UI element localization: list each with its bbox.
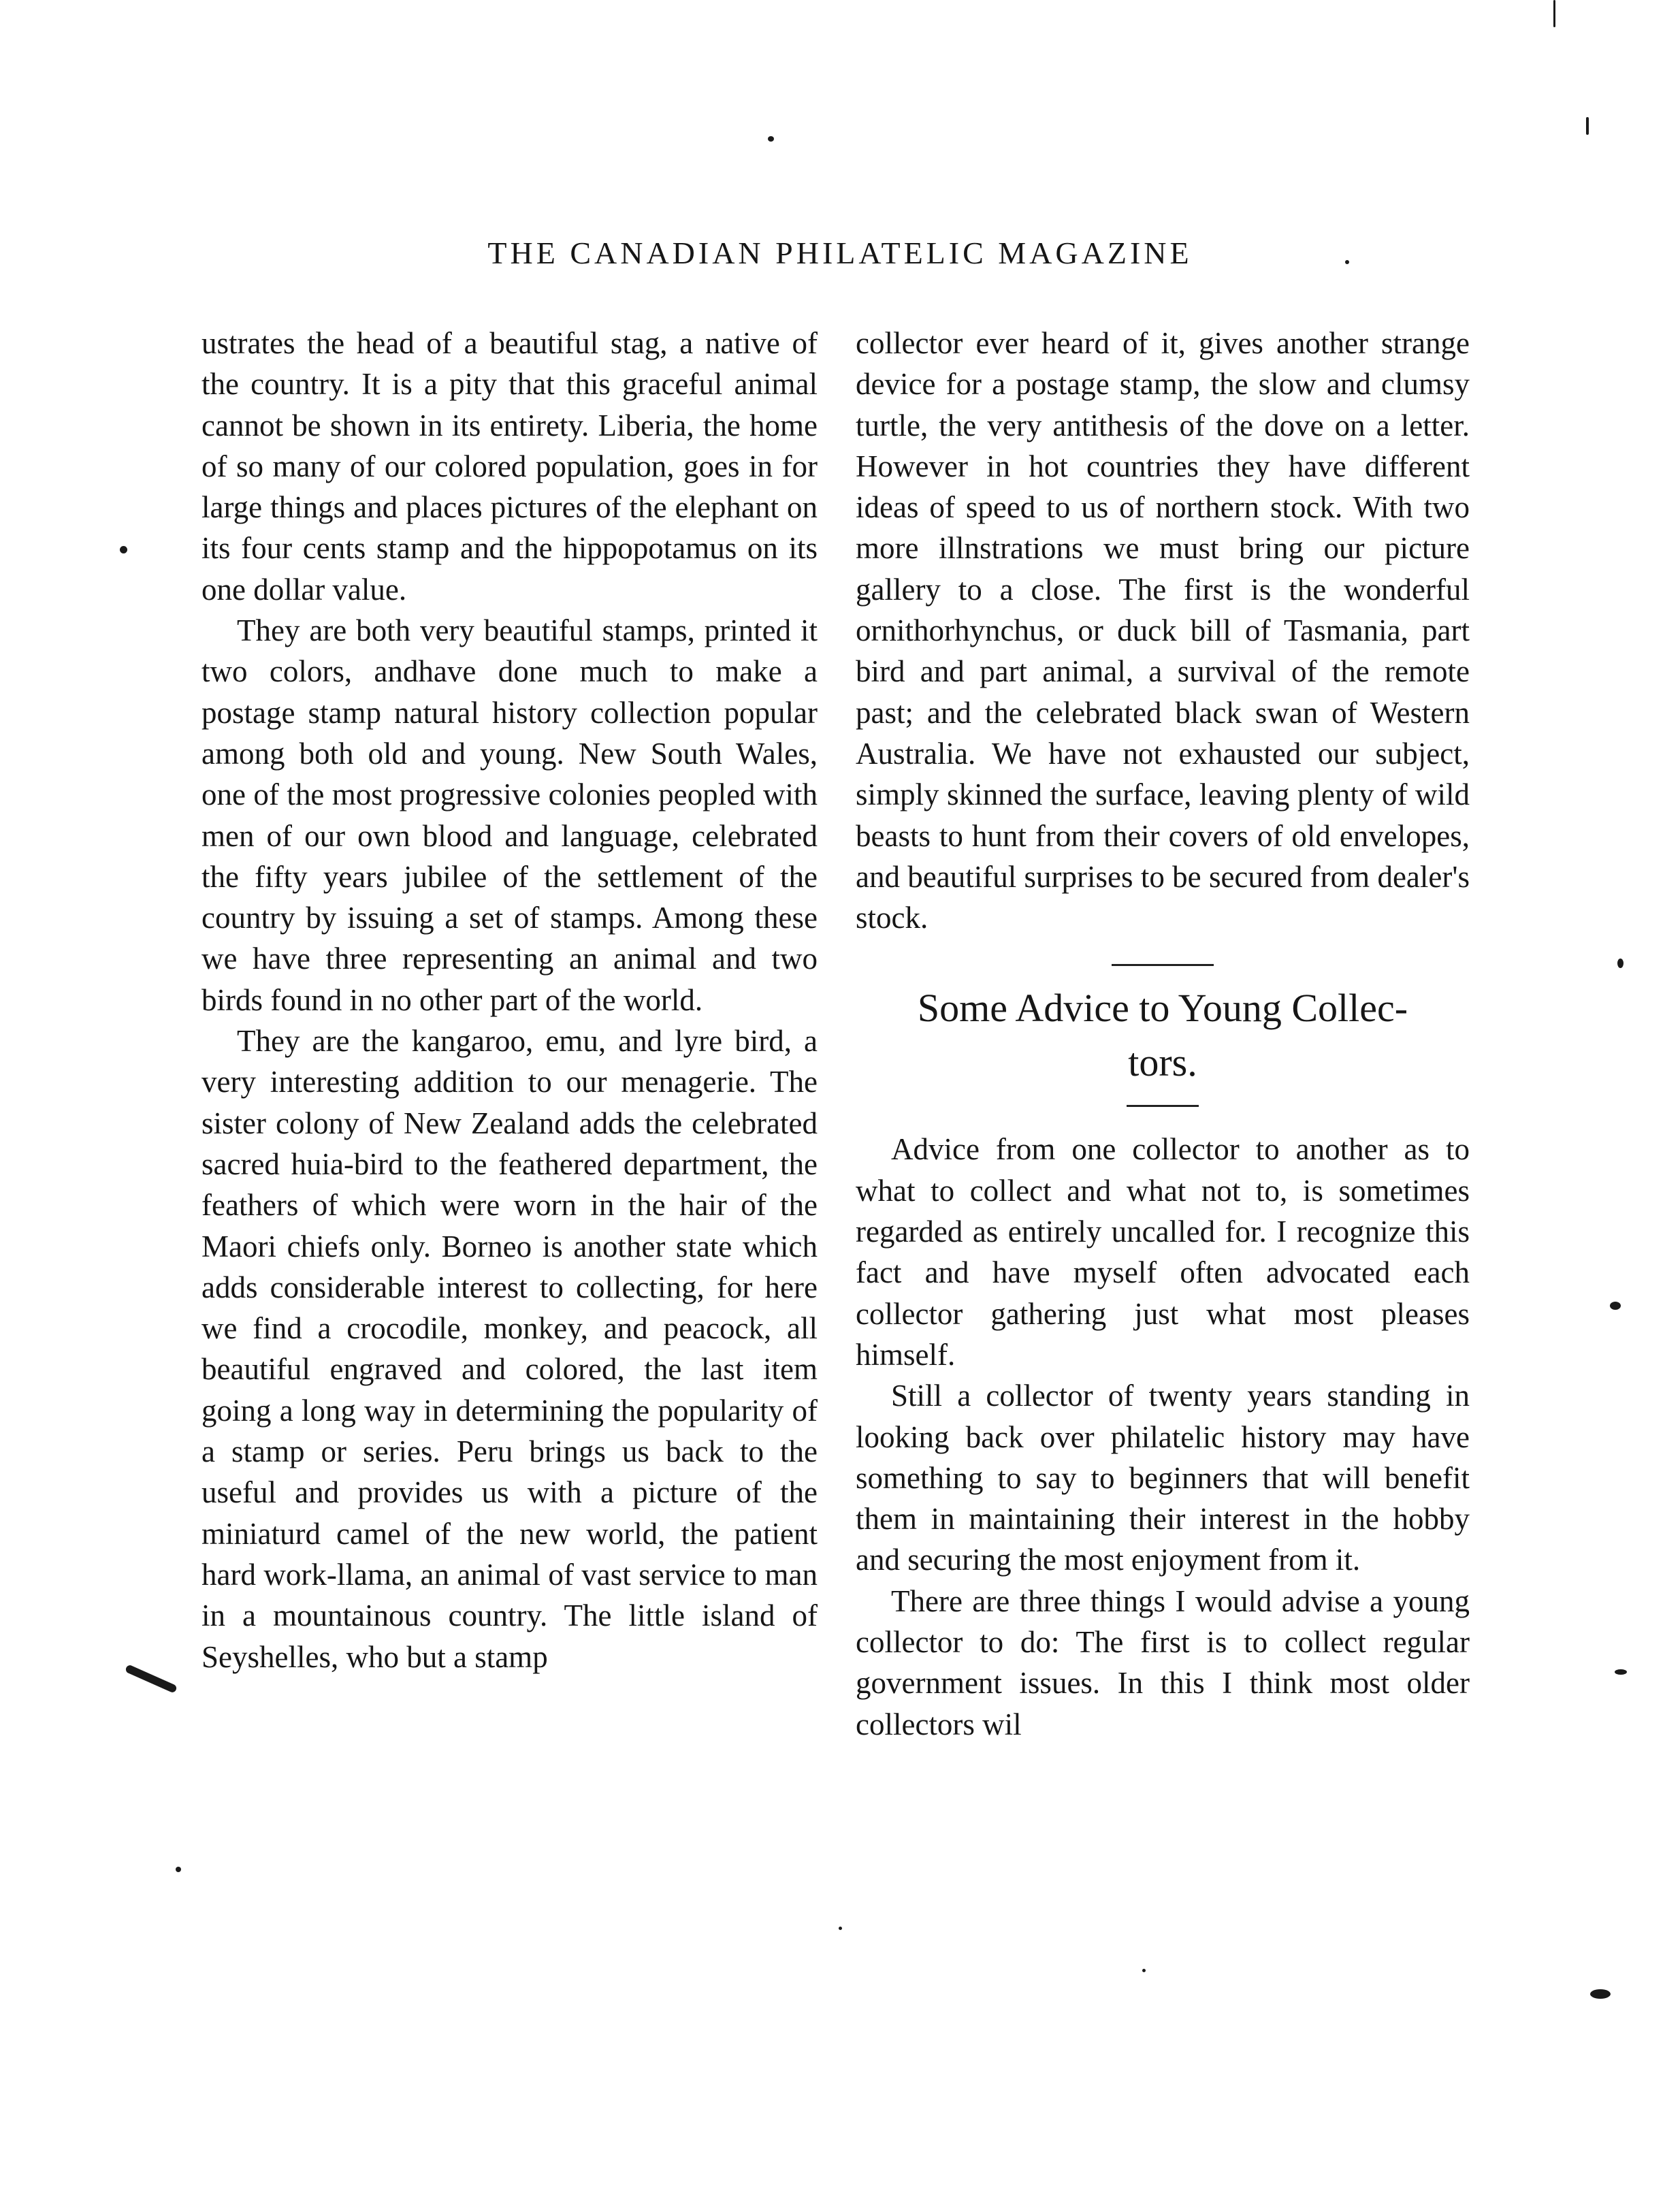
scan-speck bbox=[1553, 0, 1555, 27]
scan-speck bbox=[768, 136, 774, 142]
scan-speck bbox=[176, 1867, 181, 1872]
scan-speck bbox=[120, 546, 127, 553]
scan-speck bbox=[839, 1927, 842, 1930]
article-title-line: Some Advice to Young Collec- bbox=[917, 986, 1408, 1031]
paragraph: There are three things I would advise a young collector to do: The first is to collect regular government issues. In this I think most older collectors wil bbox=[856, 1583, 1470, 1741]
scan-speck bbox=[1586, 117, 1589, 135]
article-title bbox=[856, 981, 1470, 1090]
scan-speck bbox=[1142, 1969, 1146, 1972]
scan-speck bbox=[1617, 959, 1624, 968]
paragraph: They are the kangaroo, emu, and lyre bird, a very interesting addition to our menagerie. The sister colony of New Zealand adds the celebrated sacred huia-bird to the feathered department, the feathers of which were worn in the hair of the Maori chiefs only. Borneo is another state which adds considerable interest to collecting, for here we find a crocodile, monkey, and peacock, all beautiful engraved and colored, the last item going a long way in determining the popularity of a stamp or series. Peru brings us back to the useful and provides us with a picture of the miniaturd camel of the new world, the patient hard work-llama, an animal of vast service to man in a mountainous country. The little island of Seyshelles, who but a stamp bbox=[201, 1024, 818, 1674]
scan-speck bbox=[1590, 1989, 1611, 1999]
title-divider bbox=[1127, 1105, 1199, 1107]
paragraph: ustrates the head of a beautiful stag, a native of the country. It is a pity that this graceful animal cannot be shown in its entirety. Liberia, the home of so many of our colored population, goes in for large things and places pictures of the elephant on its four cents stamp and the hippopotamus on its one dollar value. bbox=[201, 326, 818, 607]
scan-speck bbox=[1615, 1669, 1627, 1675]
paragraph: collector ever heard of it, gives another strange device for a postage stamp, the slow and clumsy turtle, the very antithesis of the dove on a letter. However in hot countries they have different ideas of speed to us of northern stock. With two more illnstrations we must bring our picture gallery to a close. The first is the wonderful ornithorhynchus, or duck bill of Tasmania, part bird and part animal, a survival of the remote past; and the celebrated black swan of Western Australia. We have not exhausted our subject, simply skinned the surface, leaving plenty of wild beasts to hunt from their covers of old envelopes, and beautiful surprises to be secured from dealer's stock. bbox=[856, 326, 1470, 935]
scan-speck bbox=[1345, 260, 1349, 264]
right-column bbox=[856, 323, 1470, 1745]
section-divider bbox=[1112, 964, 1214, 966]
paragraph: Advice from one collector to another as to what to collect and what not to, is sometimes regarded as entirely uncalled for. I recognize this fact and have myself often advocated each collector gathering just what most pleases himself. bbox=[856, 1132, 1470, 1372]
paragraph: Still a collector of twenty years standing in looking back over philatelic history may have something to say to beginners that will benefit them in maintaining their interest in the hobby and securing the most enjoyment from it. bbox=[856, 1379, 1470, 1577]
paragraph: They are both very beautiful stamps, printed it two colors, andhave done much to make a postage stamp natural history collection popular among both old and young. New South Wales, one of the most progressive colonies peopled with men of our own blood and language, celebrated the fifty years jubilee of the settlement of the country by issuing a set of stamps. Among these we have three representing an animal and two birds found in no other part of the world. bbox=[201, 613, 818, 1017]
running-head: THE CANADIAN PHILATELIC MAGAZINE bbox=[487, 236, 1193, 270]
article-title-line: tors. bbox=[1128, 1040, 1197, 1085]
scan-speck bbox=[125, 1664, 178, 1694]
left-column bbox=[201, 323, 818, 1677]
scan-speck bbox=[1610, 1302, 1621, 1310]
